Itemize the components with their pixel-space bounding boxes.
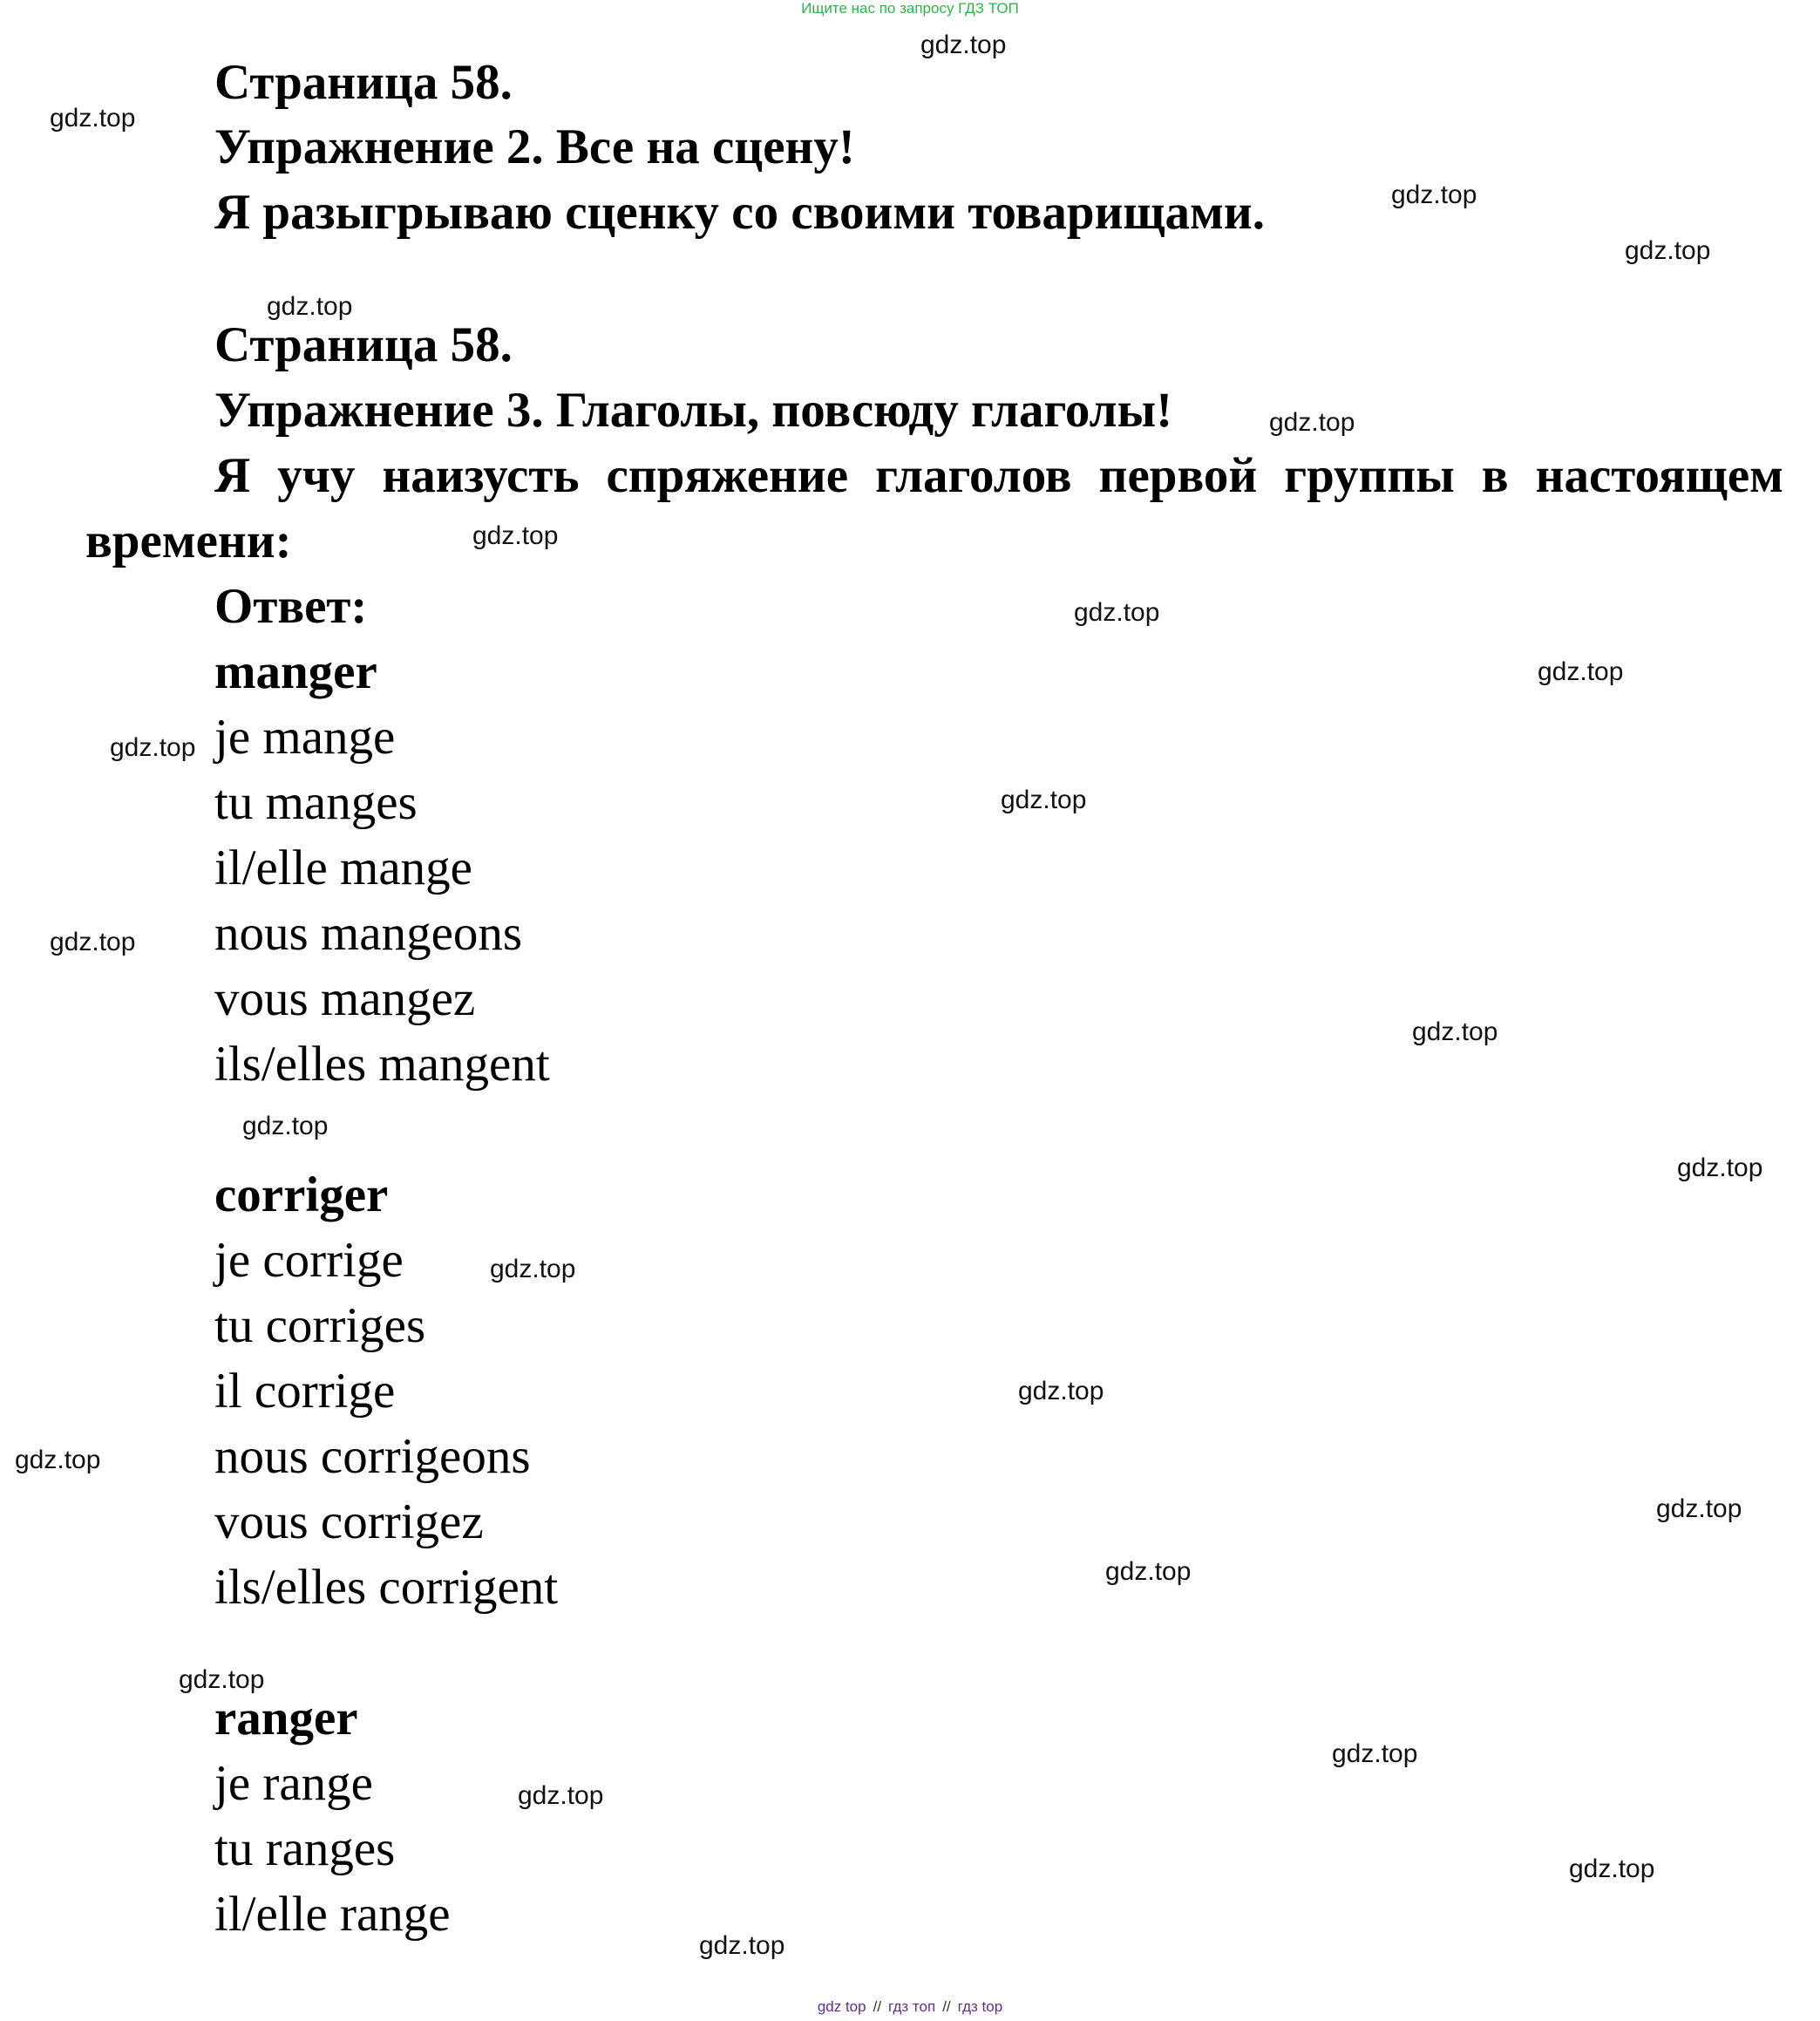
watermark: gdz.top bbox=[179, 1665, 265, 1694]
watermark: gdz.top bbox=[50, 928, 136, 956]
watermark: gdz.top bbox=[1538, 657, 1624, 686]
conjugation-form: tu corriges bbox=[214, 1298, 426, 1353]
task-text-2-line1: Я учу наизусть спряжение глаголов первой группы в настоящем bbox=[214, 448, 1783, 503]
conjugation-form: il/elle mange bbox=[214, 840, 472, 895]
conjugation-form: tu manges bbox=[214, 775, 418, 830]
answer-label: Ответ: bbox=[214, 579, 368, 634]
conjugation-form: ils/elles mangent bbox=[214, 1037, 550, 1092]
conjugation-form: je corrige bbox=[214, 1233, 404, 1288]
verb-infinitive: corriger bbox=[214, 1167, 389, 1222]
exercise-heading-2: Упражнение 3. Глаголы, повсюду глаголы! bbox=[214, 383, 1173, 438]
watermark: gdz.top bbox=[1001, 786, 1087, 814]
footer-link[interactable]: gdz top bbox=[817, 1998, 866, 2015]
watermark: gdz.top bbox=[1018, 1377, 1104, 1405]
conjugation-form: nous corrigeons bbox=[214, 1429, 531, 1484]
watermark: gdz.top bbox=[1656, 1494, 1742, 1523]
conjugation-form: vous mangez bbox=[214, 971, 476, 1026]
verb-infinitive: ranger bbox=[214, 1691, 358, 1745]
watermark: gdz.top bbox=[110, 733, 196, 762]
watermark: gdz.top bbox=[490, 1255, 576, 1283]
watermark: gdz.top bbox=[1074, 598, 1160, 627]
watermark: gdz.top bbox=[1569, 1854, 1655, 1883]
watermark: gdz.top bbox=[1412, 1017, 1498, 1046]
page-heading-1: Страница 58. bbox=[214, 55, 513, 110]
search-hint-link[interactable]: Ищите нас по запросу ГДЗ ТОП bbox=[801, 0, 1019, 17]
footer-separator: // bbox=[942, 1998, 951, 2015]
footer-link[interactable]: гдз топ bbox=[888, 1998, 936, 2015]
footer-links bbox=[0, 1998, 1820, 2016]
watermark: gdz.top bbox=[1332, 1739, 1418, 1768]
footer-link[interactable]: гдз top bbox=[957, 1998, 1003, 2015]
verb-infinitive: manger bbox=[214, 644, 377, 699]
conjugation-form: il corrige bbox=[214, 1364, 396, 1419]
conjugation-form: il/elle range bbox=[214, 1887, 451, 1942]
task-text-1: Я разыгрываю сценку со своими товарищами. bbox=[214, 185, 1265, 240]
watermark: gdz.top bbox=[267, 292, 353, 321]
watermark: gdz.top bbox=[699, 1931, 785, 1960]
watermark: gdz.top bbox=[518, 1781, 604, 1810]
watermark: gdz.top bbox=[15, 1446, 101, 1474]
conjugation-form: nous mangeons bbox=[214, 906, 523, 961]
conjugation-form: je range bbox=[214, 1756, 373, 1811]
watermark: gdz.top bbox=[1105, 1557, 1192, 1586]
footer-separator: // bbox=[873, 1998, 882, 2015]
watermark: gdz.top bbox=[1625, 236, 1711, 265]
watermark: gdz.top bbox=[920, 31, 1007, 59]
watermark: gdz.top bbox=[50, 104, 136, 133]
watermark: gdz.top bbox=[1391, 180, 1477, 209]
exercise-heading-1: Упражнение 2. Все на сцену! bbox=[214, 119, 855, 174]
conjugation-form: vous corrigez bbox=[214, 1494, 484, 1549]
conjugation-form: tu ranges bbox=[214, 1821, 396, 1876]
watermark: gdz.top bbox=[242, 1112, 329, 1140]
conjugation-form: je mange bbox=[214, 710, 396, 765]
page-heading-2: Страница 58. bbox=[214, 317, 513, 372]
watermark: gdz.top bbox=[1269, 408, 1355, 437]
conjugation-form: ils/elles corrigent bbox=[214, 1560, 559, 1615]
watermark: gdz.top bbox=[1677, 1153, 1763, 1182]
watermark: gdz.top bbox=[472, 521, 559, 550]
task-text-2-line2: времени: bbox=[85, 514, 292, 568]
